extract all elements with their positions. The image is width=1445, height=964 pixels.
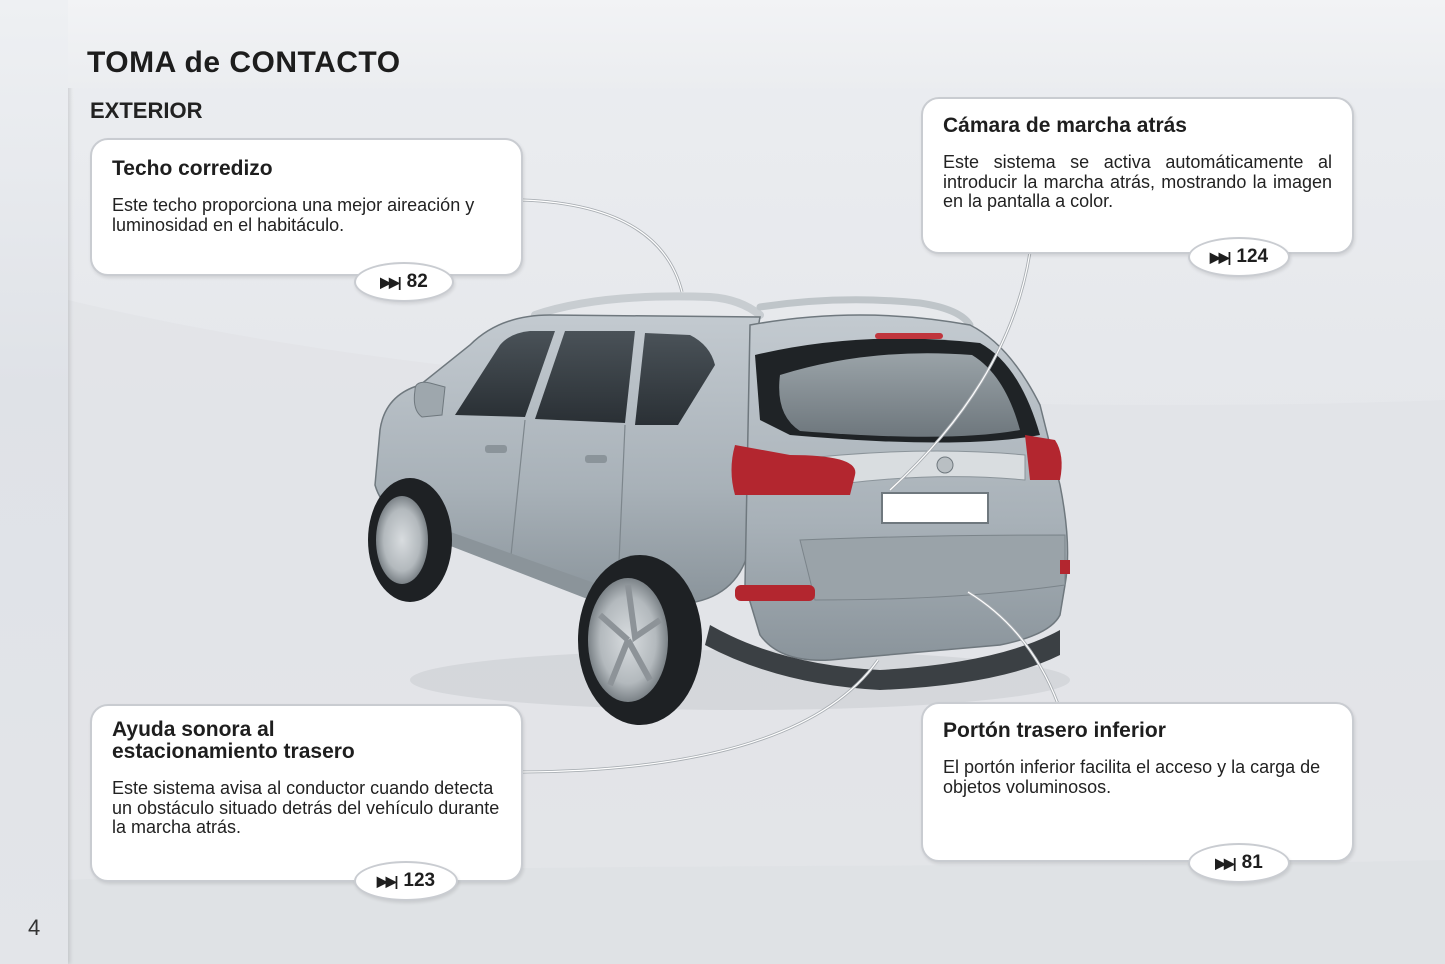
parking-sensor-description: Este sistema avisa al conductor cuando detecta un obstáculo situado detrás del vehículo durante la marcha atrás.: [112, 778, 500, 837]
car-illustration: [360, 285, 1080, 735]
sunroof-page-ref[interactable]: [354, 262, 454, 302]
lower-tailgate-page-ref[interactable]: [1188, 843, 1290, 883]
lower-tailgate-callout: [921, 702, 1354, 862]
section-heading: EXTERIOR: [90, 98, 203, 123]
camera-page-number: 124: [1236, 246, 1269, 267]
page-number: 4: [28, 915, 41, 940]
lower-tailgate-title: Portón trasero inferior: [943, 719, 1166, 742]
skip-forward-icon: ▶▶|: [380, 273, 400, 290]
camera-title: Cámara de marcha atrás: [943, 114, 1187, 137]
parking-sensor-title-line1: Ayuda sonora al: [112, 718, 275, 741]
page-title: TOMA de CONTACTO: [87, 46, 401, 79]
sunroof-description: Este techo proporciona una mejor aireación y luminosidad en el habitáculo.: [112, 195, 475, 235]
parking-sensor-title-line2: estacionamiento trasero: [112, 740, 355, 763]
camera-callout: [921, 97, 1354, 254]
sunroof-page-number: 82: [406, 271, 428, 292]
camera-page-ref[interactable]: [1188, 237, 1290, 277]
skip-forward-icon: ▶▶|: [376, 872, 397, 889]
sunroof-callout: [90, 138, 523, 276]
sunroof-title: Techo corredizo: [112, 157, 273, 180]
lower-tailgate-description: El portón inferior facilita el acceso y la carga de objetos voluminosos.: [943, 757, 1321, 797]
parking-sensor-callout: [90, 704, 523, 882]
skip-forward-icon: ▶▶|: [1215, 854, 1235, 871]
camera-description: Este sistema se activa automáticamente al introducir la marcha atrás, mostrando la imagen en la pantalla a color.: [943, 152, 1332, 211]
lower-tailgate-page-number: 81: [1241, 852, 1263, 873]
skip-forward-icon: ▶▶|: [1209, 248, 1230, 265]
page-margin-strip: [0, 0, 68, 964]
parking-sensor-page-ref[interactable]: [354, 861, 458, 901]
parking-sensor-page-number: 123: [403, 870, 436, 891]
